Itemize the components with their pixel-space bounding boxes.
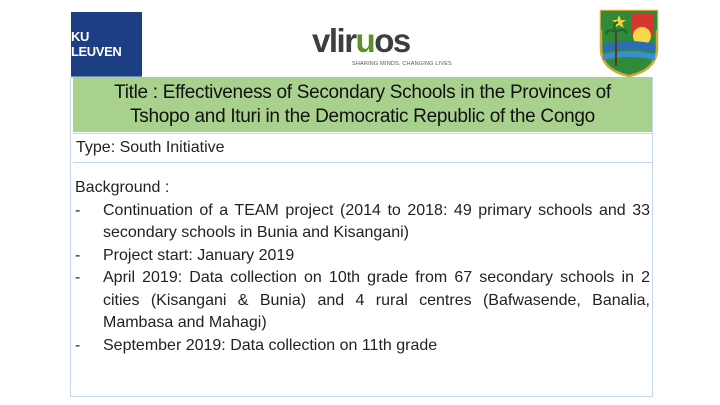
background-label: Background :	[75, 179, 170, 196]
list-item: - September 2019: Data collection on 11th grade	[75, 336, 438, 354]
list-item: - Project start: January 2019	[75, 246, 295, 264]
background-section	[75, 177, 650, 357]
ku-leuven-logo	[71, 12, 142, 78]
title-line-1: Title : Effectiveness of Secondary Schools in the Provinces of	[114, 81, 611, 103]
list-item: - Continuation of a TEAM project (2014 to 2018: 49 primary schools and 33 secondary schools in Bunia and Kisangani)	[75, 201, 650, 241]
title-line-2: Tshopo and Ituri in the Democratic Republic of the Congo	[130, 105, 595, 127]
vliruos-tagline: SHARING MINDS, CHANGING LIVES	[352, 61, 452, 67]
university-crest-icon	[598, 8, 660, 78]
vliruos-logo	[312, 16, 452, 76]
vliruos-wordmark: vliruos	[312, 22, 410, 59]
project-type: Type: South Initiative	[73, 133, 652, 163]
title-banner	[73, 77, 652, 132]
ku-leuven-logo-text: KU LEUVEN	[71, 29, 122, 59]
background-bullet-list	[75, 200, 650, 358]
list-item: - April 2019: Data collection on 10th grade from 67 secondary schools in 2 cities (Kisangani & Bunia) and 4 rural centres (Bafwasende, Banalia, Mambasa and Mahagi)	[75, 269, 650, 331]
